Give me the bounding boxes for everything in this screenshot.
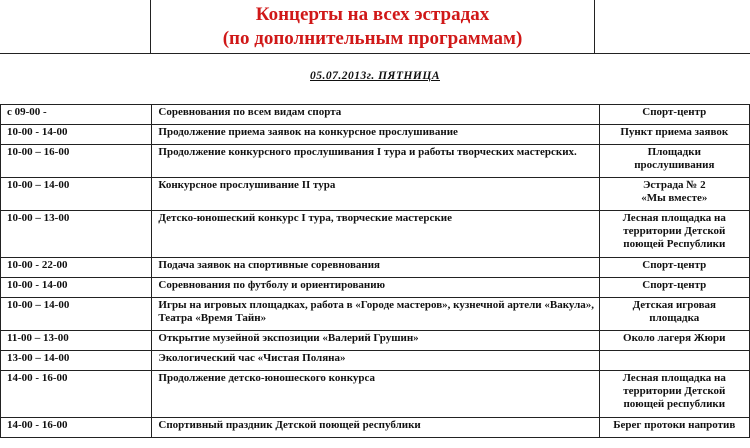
place-line: Лесная площадка на [622, 212, 726, 224]
event-cell: Продолжение конкурсного прослушивания I тура и работы творческих мастерских. [152, 145, 599, 178]
place-line: Спорт-центр [642, 259, 707, 271]
place-line: Берег протоки напротив [613, 419, 736, 431]
place-line: Спорт-центр [642, 279, 707, 291]
place-line: площадка [649, 312, 700, 324]
time-cell: 10-00 - 14-00 [1, 125, 152, 145]
place-cell [599, 298, 749, 331]
page-title: Концерты на всех эстрадах [255, 4, 490, 25]
time-cell: 10-00 - 14-00 [1, 278, 152, 298]
place-line: Эстрада № 2 [642, 179, 706, 191]
event-cell: Продолжение детско-юношеского конкурса [152, 371, 599, 418]
page-subtitle: (по дополнительным программам) [222, 28, 523, 49]
event-cell: Спортивный праздник Детской поющей республики [152, 418, 599, 438]
place-line: Пункт приема заявок [620, 126, 729, 138]
table-row [1, 211, 750, 258]
place-cell [599, 105, 749, 125]
table-row [1, 331, 750, 351]
table-row [1, 145, 750, 178]
event-cell: Открытие музейной экспозиции «Валерий Грушин» [152, 331, 599, 351]
table-row [1, 125, 750, 145]
place-cell [599, 418, 749, 438]
table-row [1, 371, 750, 418]
place-cell [599, 278, 749, 298]
header-table [0, 0, 750, 54]
place-line: прослушивания [634, 159, 715, 171]
event-cell: Детско-юношеский конкурс I тура, творческие мастерские [152, 211, 599, 258]
event-cell: Продолжение приема заявок на конкурсное прослушивание [152, 125, 599, 145]
place-cell [599, 351, 749, 371]
table-row [1, 351, 750, 371]
table-row [1, 298, 750, 331]
place-cell [599, 371, 749, 418]
time-cell: 10-00 – 14-00 [1, 298, 152, 331]
place-line: территории Детской [623, 225, 726, 237]
place-line: территории Детской [623, 385, 726, 397]
event-cell: Игры на игровых площадках, работа в «Городе мастеров», кузнечной артели «Вакула», Театра «Время Тайн» [152, 298, 599, 331]
time-cell: 10-00 - 22-00 [1, 258, 152, 278]
schedule-table-body [1, 105, 750, 438]
time-cell: 13-00 – 14-00 [1, 351, 152, 371]
place-cell [599, 331, 749, 351]
event-cell: Подача заявок на спортивные соревнования [152, 258, 599, 278]
place-cell [599, 211, 749, 258]
table-row [1, 105, 750, 125]
place-cell [599, 178, 749, 211]
header-left-cell [0, 0, 151, 53]
table-row [1, 178, 750, 211]
schedule-date: 05.07.2013г. ПЯТНИЦА [310, 70, 440, 82]
time-cell: 14-00 - 16-00 [1, 418, 152, 438]
event-cell: Конкурсное прослушивание II тура [152, 178, 599, 211]
place-cell [599, 258, 749, 278]
table-row [1, 278, 750, 298]
table-row [1, 258, 750, 278]
time-cell: с 09-00 - [1, 105, 152, 125]
time-cell: 14-00 - 16-00 [1, 371, 152, 418]
header-right-cell [595, 0, 750, 53]
place-line: Площадки [647, 146, 701, 158]
place-line: «Мы вместе» [641, 192, 708, 204]
schedule-table [0, 104, 750, 438]
event-cell: Экологический час «Чистая Поляна» [152, 351, 599, 371]
place-line: Лесная площадка на [622, 372, 726, 384]
place-cell [599, 125, 749, 145]
time-cell: 10-00 – 13-00 [1, 211, 152, 258]
place-cell [599, 145, 749, 178]
time-cell: 10-00 – 14-00 [1, 178, 152, 211]
place-line: поющей республики [623, 398, 726, 410]
table-row [1, 418, 750, 438]
event-cell: Соревнования по всем видам спорта [152, 105, 599, 125]
event-cell: Соревнования по футболу и ориентированию [152, 278, 599, 298]
place-line: Спорт-центр [642, 106, 707, 118]
place-line: Детская игровая [632, 299, 717, 311]
place-line: поющей Республики [623, 238, 726, 250]
time-cell: 10-00 – 16-00 [1, 145, 152, 178]
header-title-cell [151, 0, 595, 53]
place-line: Около лагеря Жюри [623, 332, 726, 344]
time-cell: 11-00 – 13-00 [1, 331, 152, 351]
